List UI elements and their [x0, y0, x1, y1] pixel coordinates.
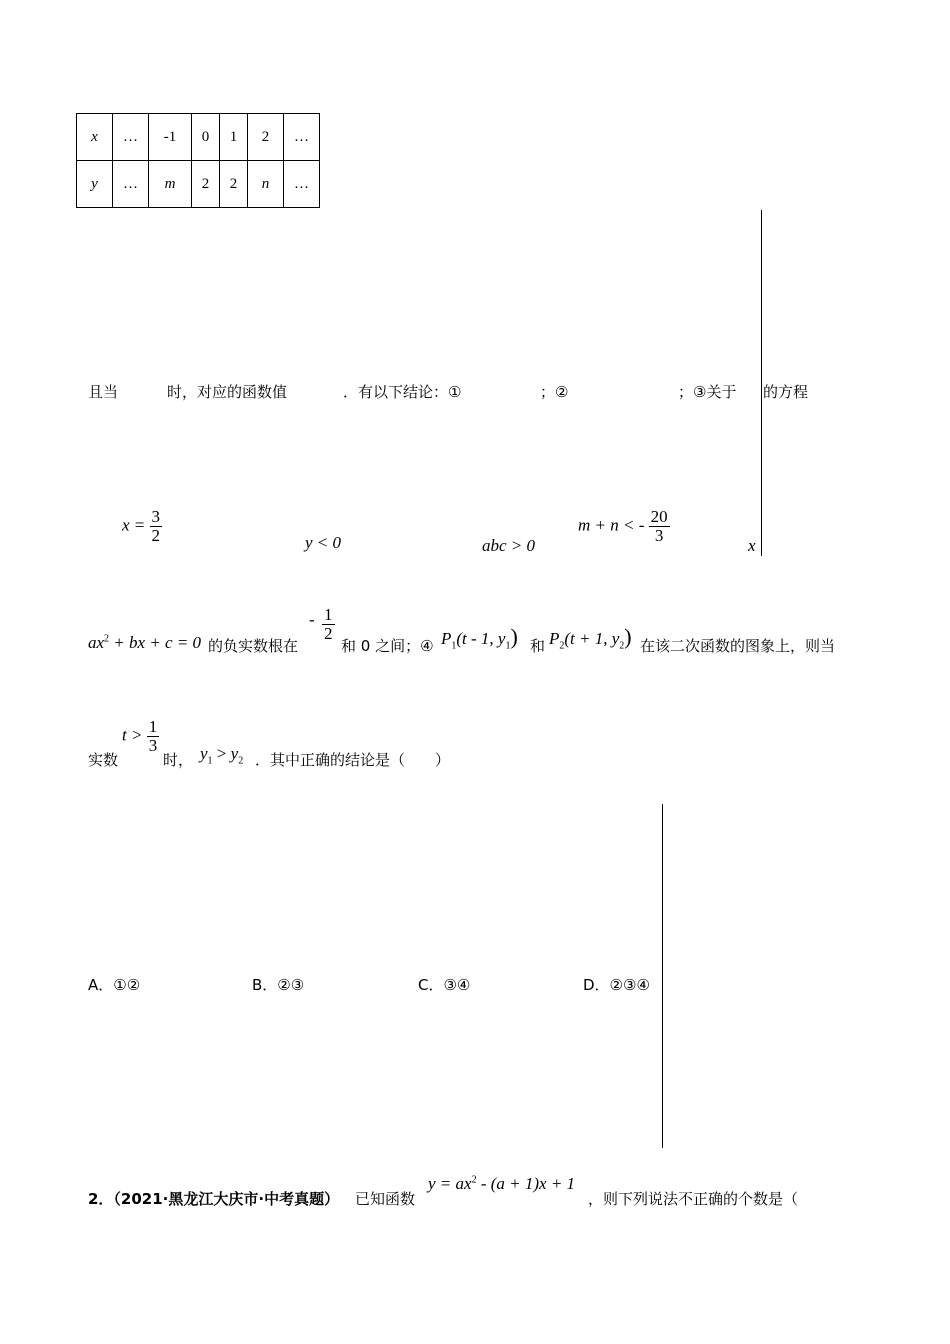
fraction	[322, 606, 335, 643]
math-text: (t - 1, y	[456, 629, 506, 648]
text-segment: 的方程	[763, 383, 809, 401]
text-segment: 且当	[88, 383, 119, 401]
denominator: 3	[654, 525, 664, 545]
math-text: y	[230, 744, 239, 763]
option-b[interactable]: B．②③	[252, 976, 305, 994]
table-cell: 2	[220, 161, 248, 208]
math-text: t >	[122, 725, 143, 745]
math-point-p1	[441, 624, 518, 651]
math-text: x =	[122, 515, 146, 535]
table-cell: x	[77, 114, 113, 161]
math-point-p2	[549, 624, 632, 651]
superscript: 2	[104, 633, 110, 645]
table-row-x	[77, 114, 320, 161]
divider-line	[761, 210, 762, 556]
text-segment: 时，	[163, 751, 194, 769]
math-text: m + n < -	[578, 515, 645, 535]
math-function	[428, 1174, 575, 1194]
question-2-number: 2．（2021·黑龙江大庆市·中考真题）	[88, 1190, 340, 1208]
text-segment: ．有以下结论：①	[343, 383, 462, 401]
denominator: 3	[148, 735, 158, 755]
math-text: P	[549, 629, 560, 648]
table-cell: 2	[192, 161, 220, 208]
denominator: 2	[324, 623, 333, 643]
table-cell: …	[113, 114, 149, 161]
table-cell: …	[284, 161, 320, 208]
option-c[interactable]: C．③④	[418, 976, 471, 994]
text-segment: ；②	[540, 383, 569, 401]
fraction	[150, 508, 163, 545]
subscript: 1	[505, 640, 511, 652]
numerator: 3	[151, 507, 161, 526]
divider-line	[662, 804, 663, 1148]
math-abc-positive: abc > 0	[482, 536, 536, 555]
math-text: (t + 1, y	[564, 629, 620, 648]
denominator: 2	[151, 525, 161, 545]
math-text: - (a + 1)x + 1	[476, 1174, 576, 1193]
text-segment: 和 0 之间；④	[341, 637, 434, 655]
table-cell: 1	[220, 114, 248, 161]
subscript: 1	[451, 640, 457, 652]
text-segment: 和	[530, 637, 546, 655]
table-cell: y	[77, 161, 113, 208]
math-t-greater-third	[122, 718, 159, 755]
subscript: 1	[207, 755, 213, 767]
numerator: 1	[148, 717, 158, 736]
table-cell: -1	[149, 114, 192, 161]
text-segment: ；③关于	[678, 383, 737, 401]
math-x-variable: x	[748, 536, 756, 555]
value-table	[76, 113, 320, 208]
numerator: 20	[650, 507, 668, 526]
table-cell: …	[113, 161, 149, 208]
math-text: >	[212, 744, 231, 763]
math-text: P	[441, 629, 452, 648]
text-segment: 时，对应的函数值	[167, 383, 288, 401]
math-text: y = ax	[428, 1174, 472, 1193]
text-segment: 在该二次函数的图象上，则当	[640, 637, 836, 655]
math-text: )	[624, 624, 632, 649]
text-segment: 实数	[88, 751, 119, 769]
text-segment: 已知函数	[355, 1190, 416, 1208]
superscript: 2	[471, 1174, 477, 1186]
math-text: y	[200, 744, 208, 763]
table-cell: 0	[192, 114, 220, 161]
math-y-negative: y < 0	[305, 533, 342, 552]
text-segment: ．其中正确的结论是（ ）	[255, 751, 451, 769]
math-minus-sign: -	[309, 610, 315, 629]
math-y1-greater-y2	[200, 744, 243, 766]
subscript: 2	[559, 640, 565, 652]
fraction	[147, 718, 160, 755]
table-row-y	[77, 161, 320, 208]
table-cell: n	[248, 161, 284, 208]
math-text: + bx + c = 0	[109, 633, 202, 652]
table-cell: m	[149, 161, 192, 208]
math-text: )	[510, 624, 518, 649]
option-a[interactable]: A．①②	[88, 976, 141, 994]
option-d[interactable]: D．②③④	[583, 976, 650, 994]
table-cell: 2	[248, 114, 284, 161]
text-segment: 的负实数根在	[208, 637, 299, 655]
subscript: 2	[619, 640, 625, 652]
text-segment: ，则下列说法不正确的个数是（	[588, 1190, 799, 1208]
math-m-plus-n	[578, 508, 670, 545]
subscript: 2	[238, 755, 244, 767]
numerator: 1	[324, 605, 333, 624]
math-text: ax	[88, 633, 105, 652]
math-half-fraction	[322, 606, 335, 643]
math-quadratic-equation	[88, 633, 201, 653]
table-cell: …	[284, 114, 320, 161]
fraction	[649, 508, 670, 545]
math-x-equals-fraction	[122, 508, 162, 545]
